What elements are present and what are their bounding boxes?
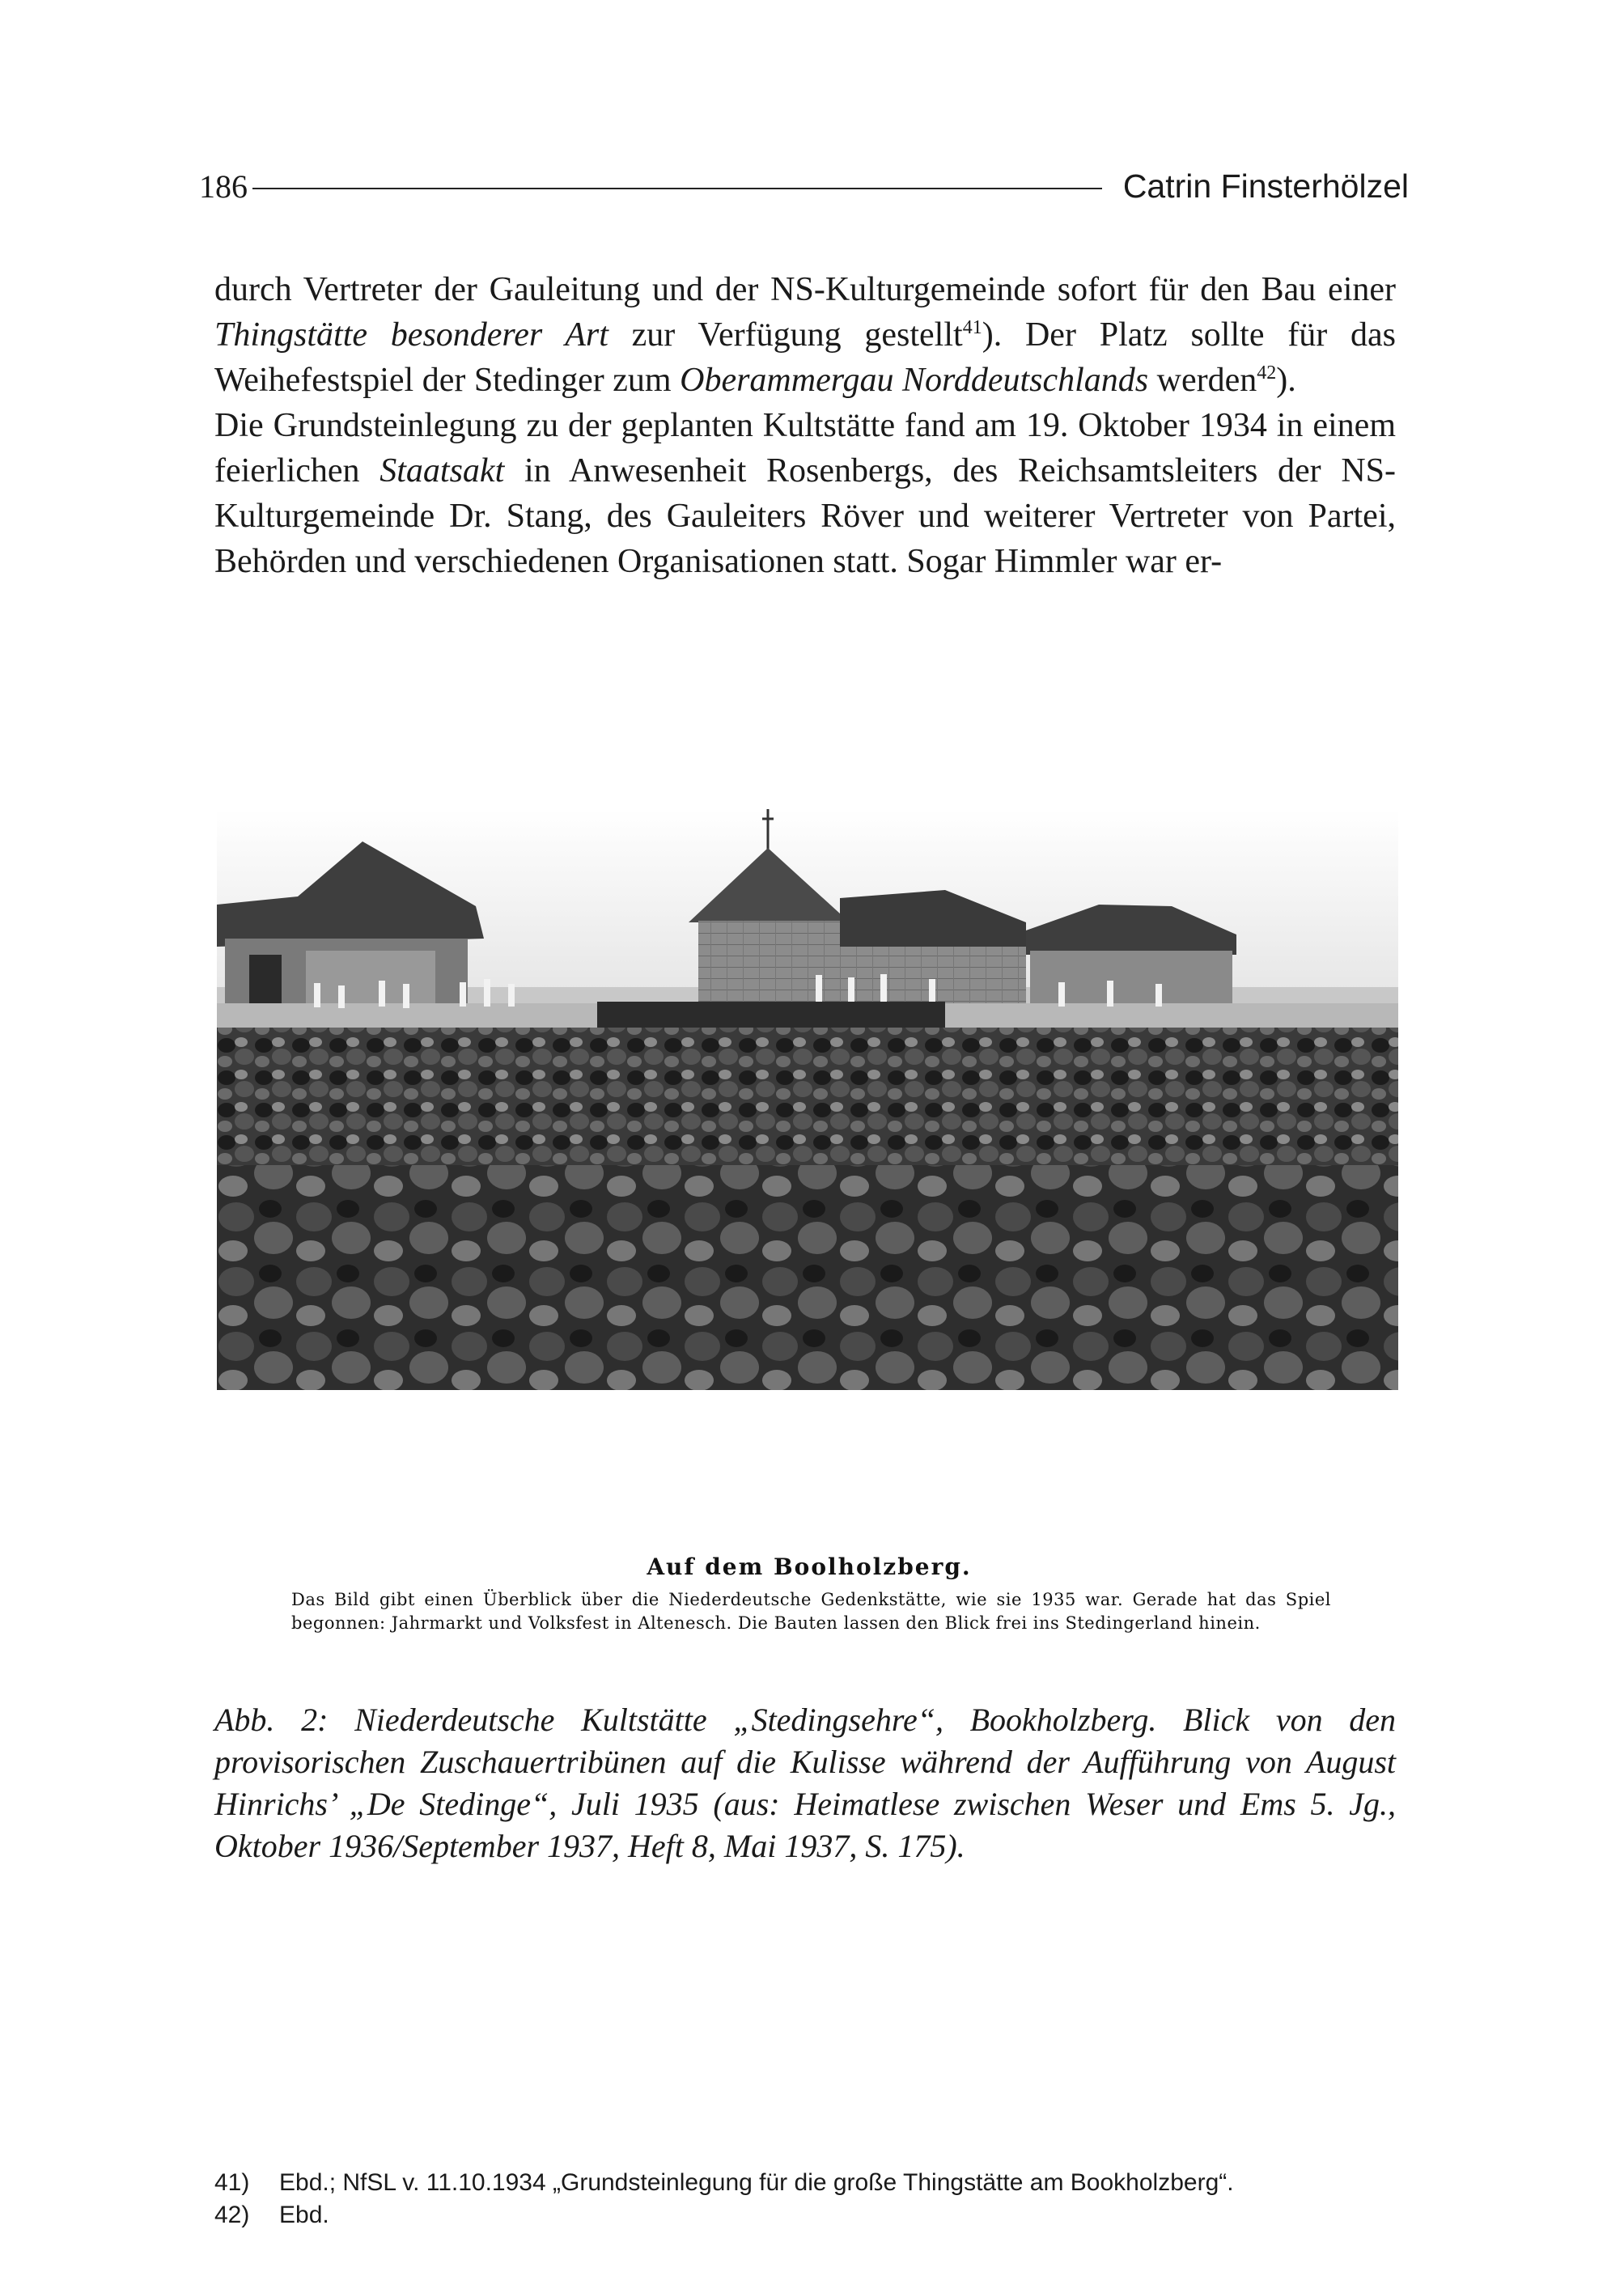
- body-text-run: Die Grundsteinlegung zu der geplanten Kultstätte fand am 19. Oktober 1934 in einem feierlichen: [214, 407, 1396, 490]
- running-head-author: Catrin Finsterhölzel: [1122, 167, 1409, 205]
- footnote-text: Ebd.; NfSL v. 11.10.1934 „Grundsteinlegung für die große Thingstätte am Bookholzberg“.: [279, 2169, 1234, 2196]
- footnote-ref: 41: [962, 317, 982, 338]
- crowd-foreground: [217, 1165, 1398, 1390]
- footnote-text: Ebd.: [279, 2202, 329, 2228]
- body-italic-run: Thingstätte besonderer Art: [214, 316, 608, 354]
- body-text-run: ).: [1276, 362, 1296, 399]
- original-caption-text: Das Bild gibt einen Überblick über die Niederdeutsche Gedenkstätte, wie sie 1935 war. Gerade hat das Spiel begonnen: Jahrmarkt und Volksfest in Altenesch. Die Bauten lassen den Blick frei ins Stedingerland hinein.: [291, 1590, 1331, 1633]
- running-head: [199, 162, 1409, 210]
- footnote-41-line: [214, 2168, 1396, 2198]
- crowd-distant: [217, 1028, 1398, 1165]
- body-text-run: durch Vertreter der Gauleitung und der NS-Kulturgemeinde sofort für den Bau einer: [214, 271, 1396, 308]
- figure-caption: Abb. 2: Niederdeutsche Kultstätte „Stedingsehre“, Bookholzberg. Blick von den provisorischen Zuschauertribünen auf die Kulisse während der Aufführung von August Hinrichs’ „De Stedinge“, Juli 1935 (aus: Heimatlese zwischen Weser und Ems 5. Jg., Oktober 1936/September 1937, Heft 8, Mai 1937, S. 175).: [214, 1702, 1396, 1864]
- original-caption-title: Auf dem Boolholzberg.: [647, 1553, 972, 1580]
- body-italic-run: Oberammergau Norddeutschlands: [680, 362, 1149, 399]
- header-rule: [252, 188, 1102, 189]
- footnote-42-line: [214, 2201, 1396, 2230]
- footnote-number: 42): [214, 2202, 250, 2228]
- body-text-run: werden: [1148, 362, 1257, 399]
- historical-photograph: [217, 809, 1398, 1390]
- body-italic-run: Staatsakt: [379, 452, 505, 490]
- photo-illustration: [217, 809, 1398, 1390]
- footnote-ref: 42: [1257, 362, 1277, 384]
- footnote-number: 41): [214, 2169, 250, 2196]
- body-text-run: zur Verfügung gestellt: [608, 316, 963, 354]
- body-text-run: in Anwesenheit Rosenbergs, des Reichsamtsleiters der NS-Kulturgemeinde Dr. Stang, des Gauleiters Röver und weiterer Vertreter von Partei, Behörden und verschiedenen Organisationen statt. Sogar Himmler war er-: [214, 452, 1396, 580]
- page-number: 186: [199, 167, 248, 205]
- original-print-caption: [243, 1553, 1376, 1635]
- body-paragraph: [214, 267, 1396, 584]
- body-text-run: ). Der Platz sollte für das Weihefestspiel der Stedinger zum: [214, 316, 1396, 399]
